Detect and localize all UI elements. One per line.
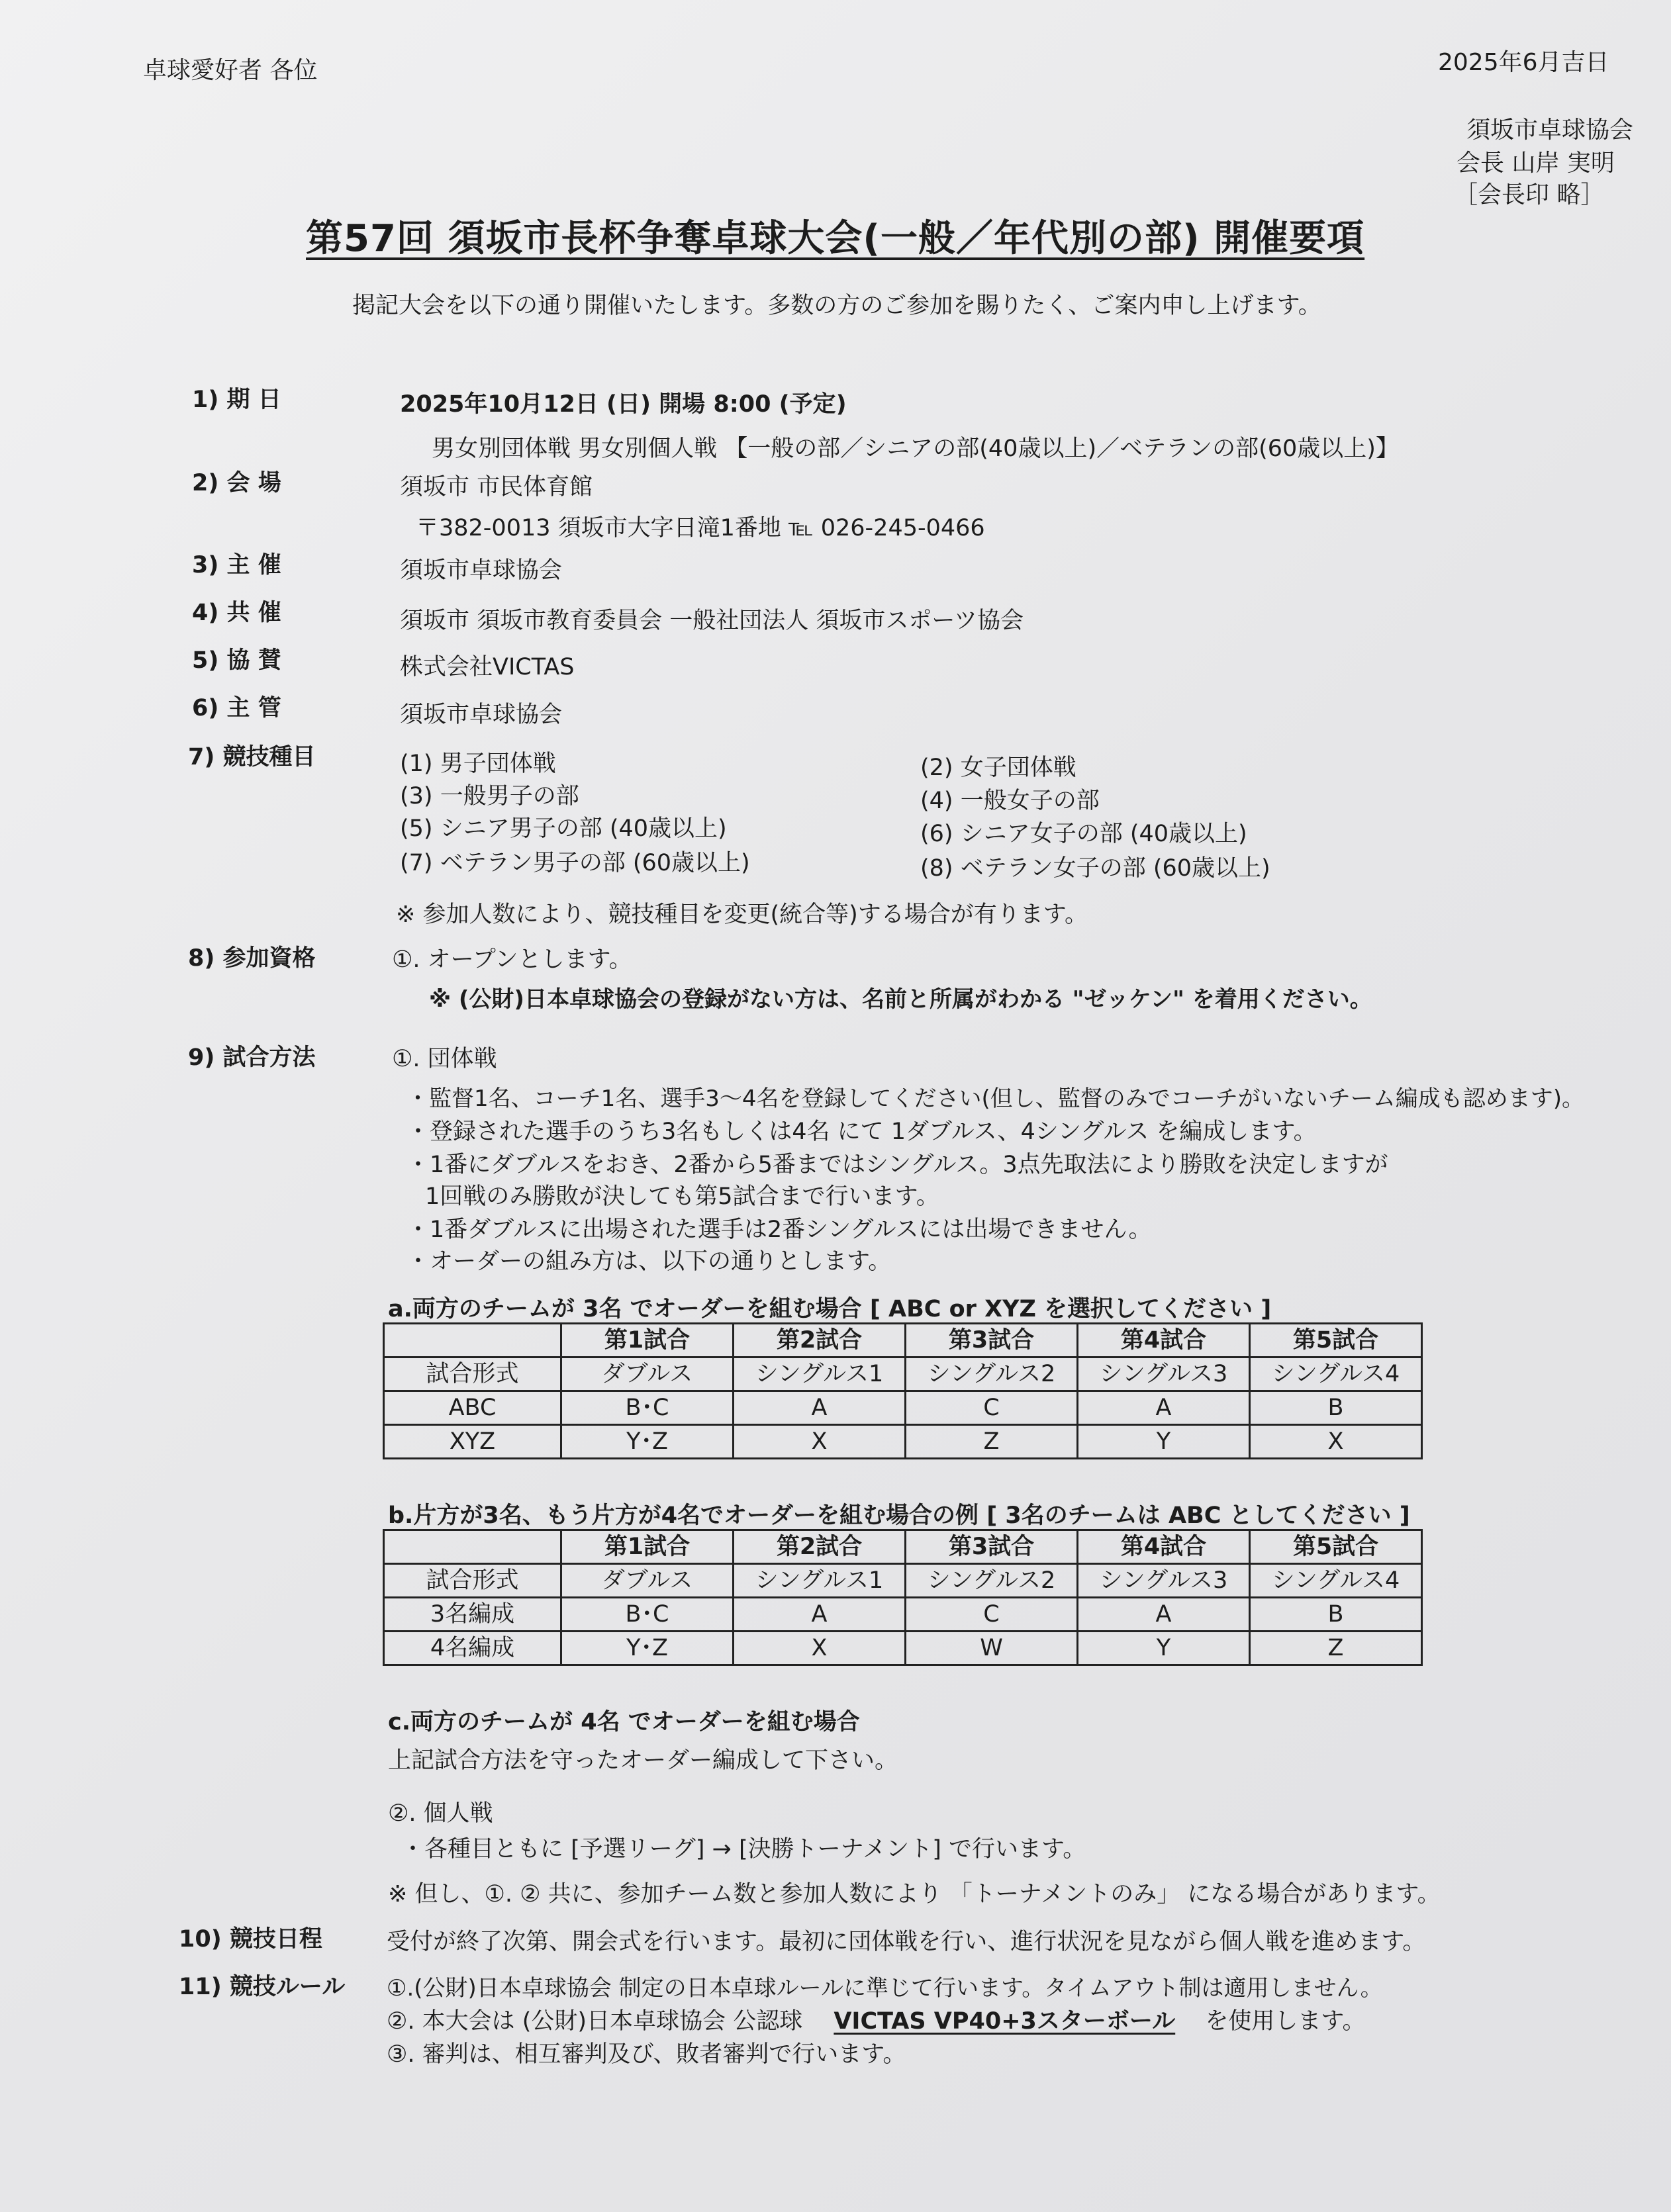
table-header-row <box>384 1530 1422 1564</box>
table-header-cell: 第2試合 <box>734 1530 906 1564</box>
table-cell: ABC <box>384 1391 561 1425</box>
table-cell: A <box>1078 1391 1250 1425</box>
eligibility-open: ①. オープンとします。 <box>392 946 632 973</box>
table-cell: シングルス3 <box>1078 1358 1250 1391</box>
table-cell: X <box>734 1425 906 1459</box>
case-c-text: 上記試合方法を守ったオーダー編成して下さい。 <box>388 1747 898 1774</box>
table-header-cell: 第2試合 <box>734 1324 906 1358</box>
events-note: ※ 参加人数により、競技種目を変更(統合等)する場合が有ります。 <box>396 901 1088 928</box>
rules-label: 11) 競技ルール <box>179 1974 346 2000</box>
manager-label: 6) 主 管 <box>192 695 281 721</box>
table-cell: シングルス1 <box>734 1358 906 1391</box>
individual-title: ②. 個人戦 <box>388 1800 493 1827</box>
table-cell: XYZ <box>384 1425 561 1459</box>
date-label: 1) 期 日 <box>192 387 281 413</box>
case-c-title: c.両方のチームが 4名 でオーダーを組む場合 <box>388 1709 860 1735</box>
table-b-title: b.片方が3名、もう片方が4名でオーダーを組む場合の例 [ 3名のチームは ABC としてください ] <box>388 1502 1410 1529</box>
host-label: 3) 主 催 <box>192 552 281 578</box>
page-title: 第57回 須坂市長杯争奪卓球大会(一般／年代別の部) 開催要項 <box>306 217 1365 260</box>
table-header-cell: 第4試合 <box>1078 1530 1250 1564</box>
table-cell: シングルス4 <box>1250 1564 1422 1598</box>
organization: 須坂市卓球協会 <box>1466 116 1634 144</box>
order-table-b <box>383 1529 1423 1666</box>
event-item: (8) ベテラン女子の部 (60歳以上) <box>920 855 1270 882</box>
date-value: 2025年10月12日 (日) 開場 8:00 (予定) <box>400 391 847 418</box>
schedule-label: 10) 競技日程 <box>179 1926 322 1953</box>
table-cell: C <box>906 1598 1078 1632</box>
table-cell: 4名編成 <box>384 1632 561 1665</box>
table-a-title: a.両方のチームが 3名 でオーダーを組む場合 [ ABC or XYZ を選択してください ] <box>388 1296 1272 1322</box>
table-cell: B･C <box>561 1391 734 1425</box>
table-cell: X <box>1250 1425 1422 1459</box>
table-row <box>384 1425 1422 1459</box>
table-header-cell <box>384 1324 561 1358</box>
table-cell: X <box>734 1632 906 1665</box>
table-row <box>384 1564 1422 1598</box>
rules-line1: ①.(公財)日本卓球協会 制定の日本卓球ルールに準じて行います。タイムアウト制は適用しません。 <box>387 1975 1383 2002</box>
manager-value: 須坂市卓球協会 <box>400 702 563 728</box>
table-row <box>384 1358 1422 1391</box>
table-cell: A <box>1078 1598 1250 1632</box>
table-cell: ダブルス <box>561 1564 734 1598</box>
team-rule: ・登録された選手のうち3名もしくは4名 にて 1ダブルス、4シングルス を編成します。 <box>406 1119 1317 1145</box>
table-cell: シングルス2 <box>906 1564 1078 1598</box>
table-header-cell: 第1試合 <box>561 1324 734 1358</box>
table-cell: Z <box>1250 1632 1422 1665</box>
table-header-cell: 第4試合 <box>1078 1324 1250 1358</box>
event-item: (2) 女子団体戦 <box>920 755 1076 781</box>
issue-date: 2025年6月吉日 <box>1438 49 1609 76</box>
team-title: ①. 団体戦 <box>392 1046 497 1072</box>
individual-text: ・各種目ともに [予選リーグ] → [決勝トーナメント] で行います。 <box>401 1836 1086 1863</box>
table-cell: シングルス4 <box>1250 1358 1422 1391</box>
president: 会長 山岸 実明 <box>1456 150 1615 177</box>
table-cell: ダブルス <box>561 1358 734 1391</box>
rules-line2-post: を使用します。 <box>1205 2008 1366 2035</box>
table-cell: 試合形式 <box>384 1358 561 1391</box>
lead-text: 掲記大会を以下の通り開催いたします。多数の方のご参加を賜りたく、ご案内申し上げます。 <box>352 293 1321 319</box>
table-cell: A <box>734 1391 906 1425</box>
table-cell: Y <box>1078 1425 1250 1459</box>
table-header-cell: 第3試合 <box>906 1324 1078 1358</box>
table-cell: シングルス1 <box>734 1564 906 1598</box>
table-header-cell: 第3試合 <box>906 1530 1078 1564</box>
sponsor-value: 株式会社VICTAS <box>400 654 575 680</box>
eligibility-note: ※ (公財)日本卓球協会の登録がない方は、名前と所属がわかる "ゼッケン" を着用ください。 <box>429 986 1372 1013</box>
table-header-cell: 第5試合 <box>1250 1530 1422 1564</box>
venue-address: 〒382-0013 須坂市大字日滝1番地 ℡ 026-245-0466 <box>416 515 985 541</box>
table-header-row <box>384 1324 1422 1358</box>
event-item: (4) 一般女子の部 <box>920 788 1100 814</box>
event-item: (7) ベテラン男子の部 (60歳以上) <box>400 850 750 876</box>
table-cell: W <box>906 1632 1078 1665</box>
table-cell: A <box>734 1598 906 1632</box>
schedule-value: 受付が終了次第、開会式を行います。最初に団体戦を行い、進行状況を見ながら個人戦を進めます。 <box>387 1929 1426 1955</box>
official-ball: VICTAS VP40+3スターボール <box>834 2008 1176 2035</box>
table-row <box>384 1391 1422 1425</box>
table-cell: Y <box>1078 1632 1250 1665</box>
event-item: (1) 男子団体戦 <box>400 751 556 777</box>
event-item: (5) シニア男子の部 (40歳以上) <box>400 815 727 842</box>
table-cell: シングルス3 <box>1078 1564 1250 1598</box>
recipients: 卓球愛好者 各位 <box>143 57 318 84</box>
table-row <box>384 1632 1422 1665</box>
table-cell: シングルス2 <box>906 1358 1078 1391</box>
rules-line3: ③. 審判は、相互審判及び、敗者審判で行います。 <box>387 2041 906 2068</box>
sponsor-label: 5) 協 賛 <box>192 647 281 674</box>
method-note: ※ 但し、①. ② 共に、参加チーム数と参加人数により 「トーナメントのみ」 になる場合があります。 <box>388 1881 1441 1908</box>
method-label: 9) 試合方法 <box>188 1044 316 1071</box>
table-cell: Y･Z <box>561 1632 734 1665</box>
venue-label: 2) 会 場 <box>192 470 281 496</box>
venue-name: 須坂市 市民体育館 <box>400 474 593 500</box>
team-rule: ・オーダーの組み方は、以下の通りとします。 <box>406 1248 892 1275</box>
cohost-label: 4) 共 催 <box>192 600 281 626</box>
table-cell: C <box>906 1391 1078 1425</box>
team-rule: ・1番にダブルスをおき、2番から5番まではシングルス。3点先取法により勝敗を決定しますが <box>406 1152 1388 1178</box>
events-label: 7) 競技種目 <box>188 744 316 770</box>
date-events: 男女別団体戦 男女別個人戦 【一般の部／シニアの部(40歳以上)／ベテランの部(60歳以上)】 <box>432 436 1399 462</box>
table-cell: Z <box>906 1425 1078 1459</box>
event-item: (3) 一般男子の部 <box>400 783 579 809</box>
rules-line2 <box>387 2003 1366 2036</box>
team-rule: ・1番ダブルスに出場された選手は2番シングルスには出場できません。 <box>406 1217 1152 1243</box>
team-rule: ・監督1名、コーチ1名、選手3～4名を登録してください(但し、監督のみでコーチがいないチーム編成も認めます)。 <box>406 1085 1585 1112</box>
table-row <box>384 1598 1422 1632</box>
seal-note: ［会長印 略］ <box>1454 181 1605 208</box>
table-header-cell <box>384 1530 561 1564</box>
table-cell: 試合形式 <box>384 1564 561 1598</box>
order-table-a <box>383 1322 1423 1459</box>
eligibility-label: 8) 参加資格 <box>188 945 316 972</box>
cohost-value: 須坂市 須坂市教育委員会 一般社団法人 須坂市スポーツ協会 <box>400 608 1024 634</box>
team-rule: 1回戦のみ勝敗が決しても第5試合まで行います。 <box>425 1183 939 1210</box>
table-header-cell: 第5試合 <box>1250 1324 1422 1358</box>
host-value: 須坂市卓球協会 <box>400 557 563 584</box>
rules-line2-pre: ②. 本大会は (公財)日本卓球協会 公認球 <box>387 2008 803 2035</box>
table-cell: Y･Z <box>561 1425 734 1459</box>
table-cell: B･C <box>561 1598 734 1632</box>
table-cell: B <box>1250 1391 1422 1425</box>
table-cell: 3名編成 <box>384 1598 561 1632</box>
table-header-cell: 第1試合 <box>561 1530 734 1564</box>
table-cell: B <box>1250 1598 1422 1632</box>
event-item: (6) シニア女子の部 (40歳以上) <box>920 821 1247 847</box>
